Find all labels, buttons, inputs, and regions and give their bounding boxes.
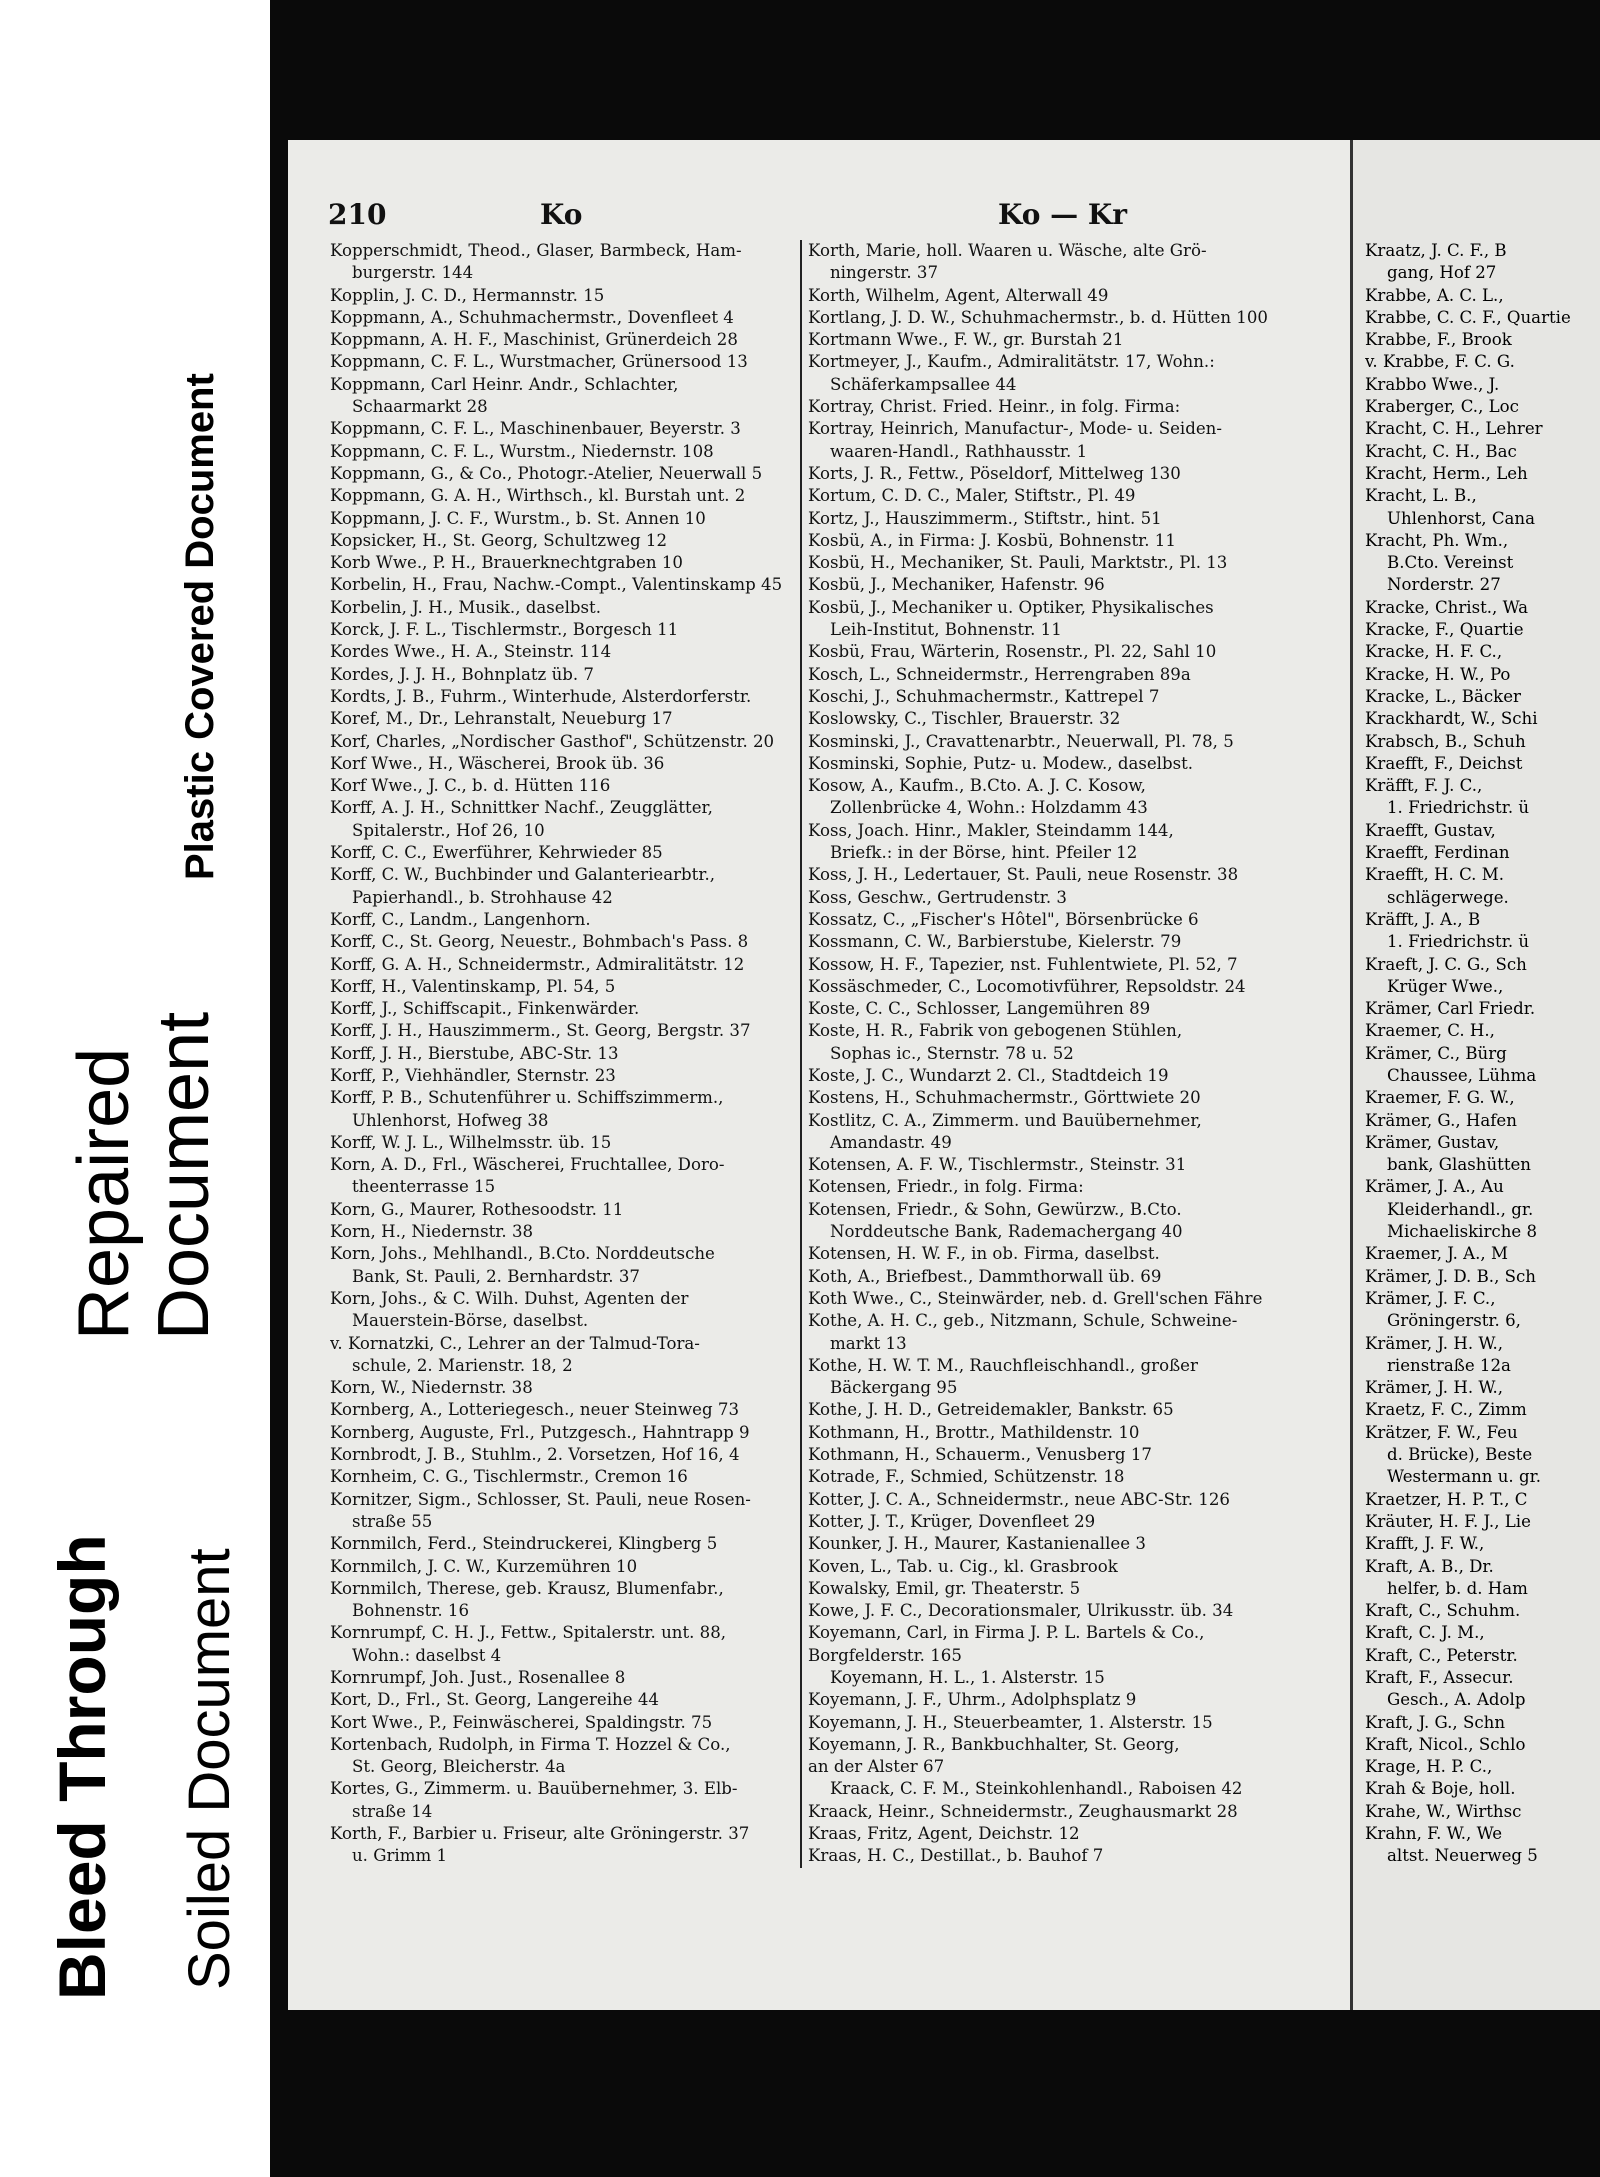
directory-entry: Kortmeyer, J., Kaufm., Admiralitätstr. 17, Wohn.: bbox=[808, 352, 1215, 372]
directory-entry: Kleiderhandl., gr. bbox=[1387, 1199, 1534, 1219]
directory-entry: Kort, D., Frl., St. Georg, Langereihe 44 bbox=[330, 1690, 659, 1710]
left-column bbox=[330, 240, 800, 1868]
directory-entry: Gesch., A. Adolp bbox=[1387, 1690, 1526, 1710]
label-repaired: Repaired bbox=[64, 1047, 144, 1340]
directory-entry: Kracht, C. H., Bac bbox=[1365, 441, 1517, 461]
directory-entry: Korts, J. R., Fettw., Pöseldorf, Mittelweg 130 bbox=[808, 463, 1181, 483]
directory-entry: Kortum, C. D. C., Maler, Stiftstr., Pl. 49 bbox=[808, 486, 1136, 506]
directory-entry: ningerstr. 37 bbox=[830, 263, 939, 283]
directory-entry: altst. Neuerweg 5 bbox=[1387, 1846, 1538, 1866]
directory-entry: Koss, Joach. Hinr., Makler, Steindamm 144, bbox=[808, 820, 1174, 840]
directory-entry: Kotrade, F., Schmied, Schützenstr. 18 bbox=[808, 1467, 1125, 1487]
directory-entry: Kornrumpf, C. H. J., Fettw., Spitalerstr. unt. 88, bbox=[330, 1623, 727, 1643]
directory-entry: Papierhandl., b. Strohhause 42 bbox=[352, 887, 613, 907]
directory-entry: Kowalsky, Emil, gr. Theaterstr. 5 bbox=[808, 1578, 1081, 1598]
directory-entry: Chaussee, Lühma bbox=[1387, 1065, 1537, 1085]
directory-entry: bank, Glashütten bbox=[1387, 1155, 1531, 1175]
directory-entry: B.Cto. Vereinst bbox=[1387, 553, 1514, 573]
directory-entry: Kortenbach, Rudolph, in Firma T. Hozzel & Co., bbox=[330, 1734, 731, 1754]
directory-entry: Korn, W., Niedernstr. 38 bbox=[330, 1378, 533, 1398]
directory-entry: Korff, C. C., Ewerführer, Kehrwieder 85 bbox=[330, 843, 663, 863]
directory-entry: Korth, Wilhelm, Agent, Alterwall 49 bbox=[808, 285, 1109, 305]
directory-entry: Korff, H., Valentinskamp, Pl. 54, 5 bbox=[330, 976, 616, 996]
directory-entry: Kraft, C., Peterstr. bbox=[1365, 1645, 1518, 1665]
directory-entry: Kotensen, Friedr., in folg. Firma: bbox=[808, 1177, 1084, 1197]
directory-entry: waaren-Handl., Rathhausstr. 1 bbox=[830, 441, 1088, 461]
directory-entry: Kopsicker, H., St. Georg, Schultzweg 12 bbox=[330, 530, 668, 550]
directory-entry: Korth, Marie, holl. Waaren u. Wäsche, alte Grö- bbox=[808, 241, 1207, 260]
directory-entry: Kortmann Wwe., F. W., gr. Burstah 21 bbox=[808, 330, 1124, 350]
directory-entry: Koss, J. H., Ledertauer, St. Pauli, neue Rosenstr. 38 bbox=[808, 865, 1239, 885]
directory-entry: schlägerwege. bbox=[1387, 887, 1509, 907]
directory-entry: Korbelin, J. H., Musik., daselbst. bbox=[330, 597, 601, 617]
directory-entry: Krämer, Gustav, bbox=[1365, 1132, 1500, 1152]
directory-entry: Koppmann, Carl Heinr. Andr., Schlachter, bbox=[330, 374, 679, 394]
directory-entry: Bohnenstr. 16 bbox=[352, 1601, 470, 1621]
directory-entry: Koyemann, J. H., Steuerbeamter, 1. Alsterstr. 15 bbox=[808, 1712, 1213, 1732]
directory-entry: Kothe, A. H. C., geb., Nitzmann, Schule, Schweine- bbox=[808, 1311, 1238, 1331]
directory-entry: Kossäschmeder, C., Locomotivführer, Repsoldstr. 24 bbox=[808, 976, 1246, 996]
directory-entry: Kordes, J. J. H., Bohnplatz üb. 7 bbox=[330, 664, 594, 684]
directory-entry: Krätzer, F. W., Feu bbox=[1365, 1422, 1518, 1442]
directory-entry: Kopplin, J. C. D., Hermannstr. 15 bbox=[330, 285, 605, 305]
directory-entry: Kraft, C. J. M., bbox=[1365, 1623, 1485, 1643]
directory-entry: 1. Friedrichstr. ü bbox=[1387, 932, 1530, 952]
directory-entry: Michaeliskirche 8 bbox=[1387, 1222, 1538, 1242]
directory-entry: Kraefft, Ferdinan bbox=[1365, 843, 1510, 863]
side-labels bbox=[0, 0, 270, 2177]
header-right-key: Ko — Kr bbox=[998, 198, 1127, 231]
directory-entry: Kothmann, H., Schauerm., Venusberg 17 bbox=[808, 1445, 1152, 1465]
directory-entry: theenterrasse 15 bbox=[352, 1177, 496, 1197]
directory-entry: Kornberg, Auguste, Frl., Putzgesch., Hahntrapp 9 bbox=[330, 1422, 750, 1442]
directory-entry: Kortz, J., Hauszimmerm., Stiftstr., hint. 51 bbox=[808, 508, 1162, 528]
directory-entry: Krage, H. P. C., bbox=[1365, 1757, 1493, 1777]
label-plastic-covered: Plastic Covered Document bbox=[178, 373, 222, 880]
directory-entry: Kracke, H. W., Po bbox=[1365, 664, 1511, 684]
directory-entry: Kostens, H., Schuhmachermstr., Görttwiete 20 bbox=[808, 1088, 1201, 1108]
directory-entry: Kracke, H. F. C., bbox=[1365, 642, 1503, 662]
directory-entry: Kothmann, H., Brottr., Mathildenstr. 10 bbox=[808, 1422, 1140, 1442]
directory-entry: Korff, A. J. H., Schnittker Nachf., Zeugglätter, bbox=[330, 798, 713, 818]
directory-entry: Westermann u. gr. bbox=[1387, 1467, 1541, 1487]
directory-entry: Koppmann, C. F. L., Wurstmacher, Grünersood 13 bbox=[330, 352, 748, 372]
directory-entry: Koppmann, A., Schuhmachermstr., Dovenfleet 4 bbox=[330, 307, 734, 327]
directory-entry: Kracht, C. H., Lehrer bbox=[1365, 419, 1543, 439]
directory-entry: markt 13 bbox=[830, 1333, 907, 1353]
header-left-key: Ko bbox=[540, 198, 583, 231]
directory-entry: Kotter, J. C. A., Schneidermstr., neue ABC-Str. 126 bbox=[808, 1489, 1230, 1509]
directory-entry: Koppmann, C. F. L., Maschinenbauer, Beyerstr. 3 bbox=[330, 419, 741, 439]
directory-entry: Korck, J. F. L., Tischlermstr., Borgesch 11 bbox=[330, 620, 679, 640]
directory-entry: Koste, J. C., Wundarzt 2. Cl., Stadtdeich 19 bbox=[808, 1065, 1169, 1085]
directory-entry: Kornmilch, J. C. W., Kurzemühren 10 bbox=[330, 1556, 638, 1576]
directory-entry: Krämer, C., Bürg bbox=[1365, 1043, 1507, 1063]
directory-entry: burgerstr. 144 bbox=[352, 263, 474, 283]
directory-entry: Koppmann, A. H. F., Maschinist, Grünerdeich 28 bbox=[330, 330, 738, 350]
directory-entry: Koste, C. C., Schlosser, Langemühren 89 bbox=[808, 999, 1151, 1019]
directory-entry: Kowe, J. F. C., Decorationsmaler, Ulrikusstr. üb. 34 bbox=[808, 1601, 1234, 1621]
directory-page bbox=[288, 140, 1350, 2010]
directory-entry: Koref, M., Dr., Lehranstalt, Neueburg 17 bbox=[330, 709, 673, 729]
directory-entry: Korff, P., Viehhändler, Sternstr. 23 bbox=[330, 1065, 616, 1085]
directory-entry: Kotensen, H. W. F., in ob. Firma, daselbst. bbox=[808, 1244, 1160, 1264]
directory-entry: Norderstr. 27 bbox=[1387, 575, 1501, 595]
directory-entry: Kosbü, J., Mechaniker, Hafenstr. 96 bbox=[808, 575, 1105, 595]
directory-entry: d. Brücke), Beste bbox=[1387, 1445, 1533, 1465]
directory-entry: Korff, C. W., Buchbinder und Galanteriearbtr., bbox=[330, 865, 716, 885]
directory-entry: Kraberger, C., Loc bbox=[1365, 397, 1519, 417]
directory-entry: Kossmann, C. W., Barbierstube, Kielerstr. 79 bbox=[808, 932, 1182, 952]
directory-entry: Kräfft, J. A., B bbox=[1365, 909, 1481, 929]
directory-entry: Koyemann, J. F., Uhrm., Adolphsplatz 9 bbox=[808, 1690, 1137, 1710]
directory-entry: Kordts, J. B., Fuhrm., Winterhude, Alsterdorferstr. bbox=[330, 686, 752, 706]
directory-entry: Kosbü, H., Mechaniker, St. Pauli, Marktstr., Pl. 13 bbox=[808, 553, 1228, 573]
directory-entry: Kossatz, C., „Fischer's Hôtel", Börsenbrücke 6 bbox=[808, 909, 1199, 929]
directory-entry: Kräuter, H. F. J., Lie bbox=[1365, 1511, 1531, 1531]
label-bleed-through: Bleed Through bbox=[45, 1534, 119, 2000]
directory-entry: v. Kornatzki, C., Lehrer an der Talmud-Tora- bbox=[330, 1333, 700, 1353]
directory-entry: Wohn.: daselbst 4 bbox=[352, 1645, 502, 1665]
directory-entry: Koppmann, G., & Co., Photogr.-Atelier, Neuerwall 5 bbox=[330, 463, 763, 483]
directory-entry: Kracht, Ph. Wm., bbox=[1365, 530, 1509, 550]
directory-entry: Spitalerstr., Hof 26, 10 bbox=[352, 820, 545, 840]
page-header bbox=[328, 198, 1318, 238]
directory-entry: Korn, Johs., Mehlhandl., B.Cto. Norddeutsche bbox=[330, 1244, 715, 1264]
directory-entry: Krahn, F. W., We bbox=[1365, 1824, 1503, 1844]
directory-entry: Koslowsky, C., Tischler, Brauerstr. 32 bbox=[808, 709, 1121, 729]
directory-entry: Kort Wwe., P., Feinwäscherei, Spaldingstr. 75 bbox=[330, 1712, 713, 1732]
directory-entry: Korn, A. D., Frl., Wäscherei, Fruchtallee, Doro- bbox=[330, 1155, 725, 1175]
directory-entry: Korth, F., Barbier u. Friseur, alte Gröningerstr. 37 bbox=[330, 1824, 750, 1844]
directory-entry: Kraatz, J. C. F., B bbox=[1365, 241, 1507, 260]
directory-entry: Korbelin, H., Frau, Nachw.-Compt., Valentinskamp 45 bbox=[330, 575, 783, 595]
directory-entry: Kossow, H. F., Tapezier, nst. Fuhlentwiete, Pl. 52, 7 bbox=[808, 954, 1238, 974]
directory-entry: Kosbü, Frau, Wärterin, Rosenstr., Pl. 22, Sahl 10 bbox=[808, 642, 1217, 662]
directory-entry: Norddeutsche Bank, Rademachergang 40 bbox=[830, 1222, 1183, 1242]
directory-entry: Korff, J. H., Hauszimmerm., St. Georg, Bergstr. 37 bbox=[330, 1021, 751, 1041]
directory-entry: Kraas, Fritz, Agent, Deichstr. 12 bbox=[808, 1824, 1080, 1844]
directory-entry: Kracke, F., Quartie bbox=[1365, 620, 1524, 640]
directory-entry: Krabsch, B., Schuh bbox=[1365, 731, 1526, 751]
third-column bbox=[1365, 240, 1600, 1868]
directory-entry: Krüger Wwe., bbox=[1387, 976, 1504, 996]
page-number: 210 bbox=[328, 198, 387, 231]
directory-entry: Kotensen, A. F. W., Tischlermstr., Steinstr. 31 bbox=[808, 1155, 1187, 1175]
directory-entry: Koven, L., Tab. u. Cig., kl. Grasbrook bbox=[808, 1556, 1118, 1576]
directory-entry: Krah & Boje, holl. bbox=[1365, 1779, 1516, 1799]
directory-entry: Kracke, Christ., Wa bbox=[1365, 597, 1529, 617]
directory-entry: Kräfft, F. J. C., bbox=[1365, 776, 1483, 796]
directory-entry: Kracht, L. B., bbox=[1365, 486, 1477, 506]
directory-entry: Kostlitz, C. A., Zimmerm. und Bauübernehmer, bbox=[808, 1110, 1202, 1130]
directory-entry: Korff, J. H., Bierstube, ABC-Str. 13 bbox=[330, 1043, 619, 1063]
directory-entry: Kothe, H. W. T. M., Rauchfleischhandl., großer bbox=[808, 1355, 1198, 1375]
directory-entry: Kotensen, Friedr., & Sohn, Gewürzw., B.Cto. bbox=[808, 1199, 1182, 1219]
directory-entry: Kraft, A. B., Dr. bbox=[1365, 1556, 1494, 1576]
directory-entry: Korn, H., Niedernstr. 38 bbox=[330, 1222, 534, 1242]
directory-entry: Amandastr. 49 bbox=[830, 1132, 952, 1152]
directory-entry: Krackhardt, W., Schi bbox=[1365, 709, 1538, 729]
directory-entry: Krabbo Wwe., J. bbox=[1365, 374, 1500, 394]
directory-entry: Bank, St. Pauli, 2. Bernhardstr. 37 bbox=[352, 1266, 640, 1286]
directory-entry: Kosow, A., Kaufm., B.Cto. A. J. C. Kosow, bbox=[808, 776, 1146, 796]
directory-entry: Gröningerstr. 6, bbox=[1387, 1311, 1521, 1331]
directory-entry: Kraeft, J. C. G., Sch bbox=[1365, 954, 1527, 974]
directory-entry: helfer, b. d. Ham bbox=[1387, 1578, 1528, 1598]
directory-entry: Kraetz, F. C., Zimm bbox=[1365, 1400, 1527, 1420]
directory-entry: Borgfelderstr. 165 bbox=[808, 1645, 962, 1665]
directory-entry: Kopperschmidt, Theod., Glaser, Barmbeck, Ham- bbox=[330, 241, 742, 260]
directory-entry: Kraack, Heinr., Schneidermstr., Zeughausmarkt 28 bbox=[808, 1801, 1238, 1821]
directory-entry: Leih-Institut, Bohnenstr. 11 bbox=[830, 620, 1062, 640]
directory-entry: Krämer, G., Hafen bbox=[1365, 1110, 1517, 1130]
directory-entry: Koppmann, J. C. F., Wurstm., b. St. Annen 10 bbox=[330, 508, 706, 528]
directory-entry: rienstraße 12a bbox=[1387, 1355, 1511, 1375]
directory-entry: Kraetzer, H. P. T., C bbox=[1365, 1489, 1528, 1509]
directory-entry: Kornheim, C. G., Tischlermstr., Cremon 16 bbox=[330, 1467, 688, 1487]
directory-entry: Kortes, G., Zimmerm. u. Bauübernehmer, 3. Elb- bbox=[330, 1779, 738, 1799]
directory-entry: Kosminski, J., Cravattenarbtr., Neuerwall, Pl. 78, 5 bbox=[808, 731, 1234, 751]
directory-entry: St. Georg, Bleicherstr. 4a bbox=[352, 1757, 566, 1777]
directory-entry: Kornrumpf, Joh. Just., Rosenallee 8 bbox=[330, 1668, 626, 1687]
directory-entry: Kornmilch, Therese, geb. Krausz, Blumenfabr., bbox=[330, 1578, 724, 1598]
directory-entry: Krämer, J. H. W., bbox=[1365, 1378, 1504, 1398]
directory-entry: Krabbe, A. C. L., bbox=[1365, 285, 1504, 305]
directory-entry: straße 14 bbox=[352, 1801, 433, 1821]
directory-entry: Kosbü, J., Mechaniker u. Optiker, Physikalisches bbox=[808, 597, 1214, 617]
directory-entry: Kracht, Herm., Leh bbox=[1365, 463, 1528, 483]
directory-entry: Kounker, J. H., Maurer, Kastanienallee 3 bbox=[808, 1534, 1146, 1554]
directory-entry: Korn, Johs., & C. Wilh. Duhst, Agenten der bbox=[330, 1288, 689, 1308]
directory-entry: Korff, J., Schiffscapit., Finkenwärder. bbox=[330, 999, 640, 1019]
directory-entry: Krafft, J. F. W., bbox=[1365, 1534, 1485, 1554]
directory-entry: Krabbe, C. C. F., Quartie bbox=[1365, 307, 1571, 327]
directory-entry: Koste, H. R., Fabrik von gebogenen Stühlen, bbox=[808, 1021, 1183, 1041]
directory-entry: Koth, A., Briefbest., Dammthorwall üb. 69 bbox=[808, 1266, 1162, 1286]
directory-entry: Kosch, L., Schneidermstr., Herrengraben 89a bbox=[808, 664, 1191, 684]
directory-entry: Zollenbrücke 4, Wohn.: Holzdamm 43 bbox=[830, 798, 1148, 818]
label-document: Document bbox=[144, 1011, 224, 1340]
right-column bbox=[800, 240, 1293, 1868]
directory-entry: Krämer, J. H. W., bbox=[1365, 1333, 1504, 1353]
directory-entry: Kornberg, A., Lotteriegesch., neuer Steinweg 73 bbox=[330, 1400, 740, 1420]
directory-entry: Kortray, Christ. Fried. Heinr., in folg. Firma: bbox=[808, 397, 1181, 417]
directory-entry: Schaarmarkt 28 bbox=[352, 397, 488, 417]
directory-entry: Korff, C., Landm., Langenhorn. bbox=[330, 909, 591, 929]
directory-entry: v. Krabbe, F. C. G. bbox=[1365, 352, 1515, 372]
directory-entry: Krämer, J. A., Au bbox=[1365, 1177, 1504, 1197]
directory-entry: Krabbe, F., Brook bbox=[1365, 330, 1512, 350]
directory-entry: Krämer, J. F. C., bbox=[1365, 1288, 1496, 1308]
directory-entry: Korb Wwe., P. H., Brauerknechtgraben 10 bbox=[330, 553, 683, 573]
directory-entry: Schäferkampsallee 44 bbox=[830, 374, 1017, 394]
directory-entry: Koss, Geschw., Gertrudenstr. 3 bbox=[808, 887, 1067, 907]
directory-entry: Koppmann, C. F. L., Wurstm., Niedernstr. 108 bbox=[330, 441, 714, 461]
directory-entry: straße 55 bbox=[352, 1511, 433, 1531]
directory-entry: gang, Hof 27 bbox=[1387, 263, 1497, 283]
directory-entry: Korff, W. J. L., Wilhelmsstr. üb. 15 bbox=[330, 1132, 612, 1152]
directory-entry: Koppmann, G. A. H., Wirthsch., kl. Burstah unt. 2 bbox=[330, 486, 746, 506]
directory-entry: Krahe, W., Wirthsc bbox=[1365, 1801, 1522, 1821]
directory-entry: Koschi, J., Schuhmachermstr., Kattrepel 7 bbox=[808, 686, 1160, 706]
directory-entry: Kortray, Heinrich, Manufactur-, Mode- u. Seiden- bbox=[808, 419, 1222, 439]
directory-entry: Sophas ic., Sternstr. 78 u. 52 bbox=[830, 1043, 1074, 1063]
directory-entry: Mauerstein-Börse, daselbst. bbox=[352, 1311, 589, 1331]
label-soiled-document: Soiled Document bbox=[177, 1548, 242, 1990]
directory-entry: Bäckergang 95 bbox=[830, 1378, 958, 1398]
directory-entry: Kraefft, F., Deichst bbox=[1365, 753, 1523, 773]
directory-entry: Kraft, F., Assecur. bbox=[1365, 1668, 1514, 1687]
directory-entry: Korff, P. B., Schutenführer u. Schiffszimmerm., bbox=[330, 1088, 724, 1108]
directory-entry: Kraefft, Gustav, bbox=[1365, 820, 1496, 840]
directory-entry: Kraefft, H. C. M. bbox=[1365, 865, 1504, 885]
directory-entry: Kosbü, A., in Firma: J. Kosbü, Bohnenstr. 11 bbox=[808, 530, 1176, 550]
directory-entry: Kraemer, J. A., M bbox=[1365, 1244, 1508, 1264]
directory-entry: Kornitzer, Sigm., Schlosser, St. Pauli, neue Rosen- bbox=[330, 1489, 751, 1509]
directory-entry: Kraack, C. F. M., Steinkohlenhandl., Raboisen 42 bbox=[830, 1779, 1243, 1799]
directory-entry: Kraemer, C. H., bbox=[1365, 1021, 1495, 1041]
directory-entry: schule, 2. Marienstr. 18, 2 bbox=[352, 1355, 573, 1375]
directory-entry: Korf, Charles, „Nordischer Gasthof", Schützenstr. 20 bbox=[330, 731, 775, 751]
next-page-fragment bbox=[1350, 140, 1600, 2010]
directory-entry: Briefk.: in der Börse, hint. Pfeiler 12 bbox=[830, 843, 1138, 863]
directory-entry: Kraft, C., Schuhm. bbox=[1365, 1601, 1521, 1621]
directory-entry: Koyemann, Carl, in Firma J. P. L. Bartels & Co., bbox=[808, 1623, 1205, 1643]
directory-entry: Korn, G., Maurer, Rothesoodstr. 11 bbox=[330, 1199, 624, 1219]
directory-entry: Korf Wwe., H., Wäscherei, Brook üb. 36 bbox=[330, 753, 665, 773]
directory-entry: 1. Friedrichstr. ü bbox=[1387, 798, 1530, 818]
directory-entry: Koth Wwe., C., Steinwärder, neb. d. Grell'schen Fähre bbox=[808, 1288, 1263, 1308]
directory-entry: Kraft, J. G., Schn bbox=[1365, 1712, 1506, 1732]
directory-entry: Kraas, H. C., Destillat., b. Bauhof 7 bbox=[808, 1846, 1104, 1866]
directory-entry: Kortlang, J. D. W., Schuhmachermstr., b. d. Hütten 100 bbox=[808, 307, 1268, 327]
directory-entry: an der Alster 67 bbox=[808, 1757, 945, 1777]
directory-entry: Kraemer, F. G. W., bbox=[1365, 1088, 1515, 1108]
directory-entry: u. Grimm 1 bbox=[352, 1846, 448, 1866]
directory-entry: Korff, C., St. Georg, Neuestr., Bohmbach's Pass. 8 bbox=[330, 932, 749, 952]
directory-entry: Koyemann, J. R., Bankbuchhalter, St. Georg, bbox=[808, 1734, 1180, 1754]
directory-entry: Kordes Wwe., H. A., Steinstr. 114 bbox=[330, 642, 612, 662]
directory-entry: Krämer, J. D. B., Sch bbox=[1365, 1266, 1536, 1286]
directory-entry: Kornmilch, Ferd., Steindruckerei, Klingberg 5 bbox=[330, 1534, 718, 1554]
directory-entry: Uhlenhorst, Hofweg 38 bbox=[352, 1110, 549, 1130]
directory-entry: Korff, G. A. H., Schneidermstr., Admiralitätstr. 12 bbox=[330, 954, 745, 974]
directory-entry: Kosminski, Sophie, Putz- u. Modew., daselbst. bbox=[808, 753, 1194, 773]
directory-entry: Kothe, J. H. D., Getreidemakler, Bankstr. 65 bbox=[808, 1400, 1174, 1420]
directory-entry: Koyemann, H. L., 1. Alsterstr. 15 bbox=[830, 1668, 1105, 1687]
directory-entry: Uhlenhorst, Cana bbox=[1387, 508, 1535, 528]
directory-entry: Kracke, L., Bäcker bbox=[1365, 686, 1521, 706]
directory-entry: Kotter, J. T., Krüger, Dovenfleet 29 bbox=[808, 1511, 1096, 1531]
directory-entry: Kraft, Nicol., Schlo bbox=[1365, 1734, 1526, 1754]
directory-entry: Korf Wwe., J. C., b. d. Hütten 116 bbox=[330, 776, 611, 796]
directory-entry: Kornbrodt, J. B., Stuhlm., 2. Vorsetzen, Hof 16, 4 bbox=[330, 1445, 740, 1465]
directory-entry: Krämer, Carl Friedr. bbox=[1365, 999, 1536, 1019]
